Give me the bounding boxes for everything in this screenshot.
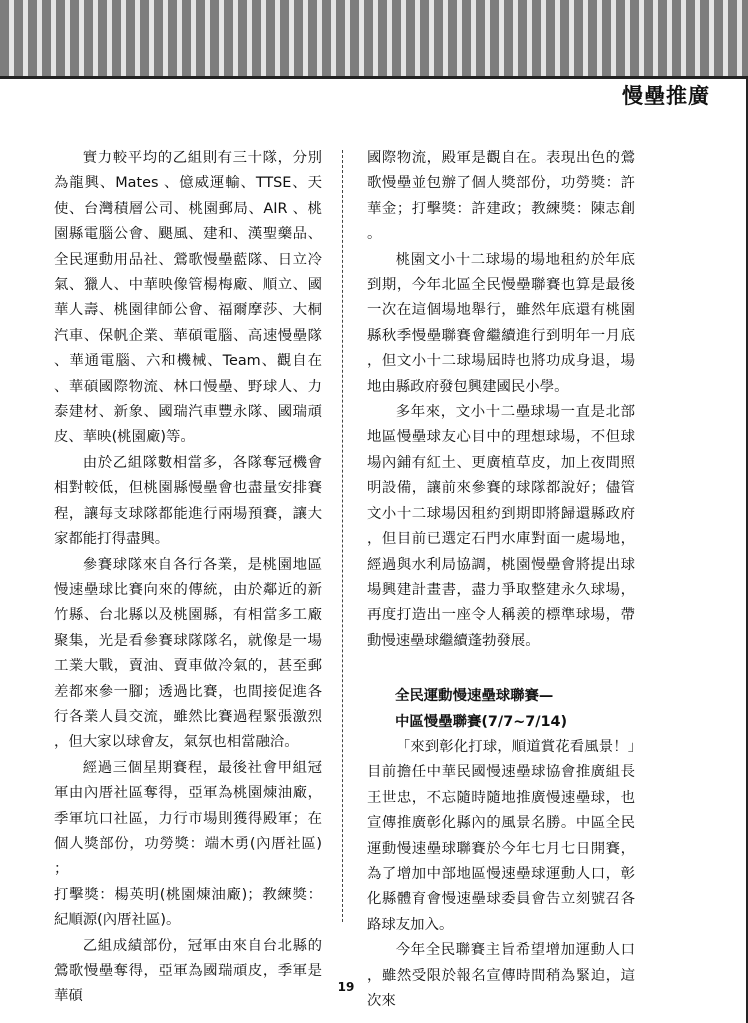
- right-column: [367, 146, 635, 1014]
- body-paragraph: 打擊獎：楊英明(桃園煉油廠)；教練獎：紀順源(內厝社區)。: [54, 886, 322, 929]
- body-paragraph: 參賽球隊來自各行各業，是桃園地區慢速壘球比賽向來的傳統，由於鄰近的新竹縣、台北縣以及桃園縣，有相當多工廠聚集，光是看參賽球隊隊名，就像是一場工業大戰，賣油、賣車做冷氣的，甚至郵差都來參一腳；透過比賽，也間接促進各行各業人員交流，雖然比賽過程緊張激烈，但大家以球會友，氣氛也相當融洽。: [54, 556, 322, 751]
- subheading: 中區慢壘聯賽(7/7~7/14): [395, 713, 568, 730]
- body-paragraph: 桃園文小十二球場的場地租約於年底到期，今年北區全民慢壘聯賽也算是最後一次在這個場地舉行，雖然年底還有桃園縣秋季慢壘聯賽會繼續進行到明年一月底，但文小十二球場屆時也將功成身退，場地由縣政府發包興建國民小學。: [367, 251, 635, 395]
- body-paragraph: 由於乙組隊數相當多，各隊奪冠機會相對較低，但桃園縣慢壘會也盡量安排賽程，讓每支球隊都能進行兩場預賽，讓大家都能打得盡興。: [54, 454, 322, 548]
- body-paragraph: 今年全民聯賽主旨希望增加運動人口，雖然受限於報名宣傳時間稍為緊迫，這次來: [367, 942, 635, 1009]
- left-column: [54, 146, 322, 1010]
- page-number: 19: [337, 980, 355, 994]
- subheading: 全民運動慢速壘球聯賽—: [395, 688, 554, 705]
- body-paragraph: 實力較平均的乙組則有三十隊，分別為龍興、Mates 、億威運輸、TTSE、天使、台灣積層公司、桃園郵局、AIR 、桃園縣電腦公會、颶風、建和、漢聖藥品、全民運動用品社、鶯歌慢壘藍隊、日立冷氣、獵人、中華映像管楊梅廠、順立、國華人壽、桃園律師公會、福爾摩莎、大桐汽車、保帆企業、華碩電腦、高速慢壘隊、華通電腦、六和機械、Team、觀自在、華碩國際物流、林口慢壘、野球人、力泰建材、新象、國瑞汽車豐永隊、國瑞頑皮、華映(桃園廠)等。: [54, 150, 322, 446]
- body-paragraph: 多年來，文小十二壘球場一直是北部地區慢壘球友心目中的理想球場，不但球場內鋪有紅土、更廣植草皮，加上夜間照明設備，讓前來參賽的球隊都說好；儘管文小十二球場因租約到期即將歸還縣政府，但目前已選定石門水庫對面一處場地，經過與水利局協調，桃園慢壘會將提出球場興建計畫書，盡力爭取整建永久球場，再度打造出一座令人稱羨的標準球場，帶動慢速壘球繼續蓬勃發展。: [367, 404, 635, 649]
- column-divider: [342, 150, 343, 922]
- body-paragraph: 經過三個星期賽程，最後社會甲組冠軍由內厝社區奪得，亞軍為桃園煉油廠，季軍坑口社區，力行市場則獲得殿軍；在個人獎部份，功勞獎：端木勇(內厝社區)；: [54, 759, 322, 878]
- header-divider: [0, 76, 748, 79]
- body-paragraph: 「來到彰化打球，順道賞花看風景！」目前擔任中華民國慢速壘球協會推廣組長王世忠，不忘隨時隨地推廣慢速壘球，也宣傳推廣彰化縣內的風景名勝。中區全民運動慢速壘球聯賽於今年七月七日開賽，為了增加中部地區慢速壘球運動人口，彰化縣體育會慢速壘球委員會告立刻號召各路球友加入。: [367, 738, 635, 933]
- body-paragraph: 國際物流，殿軍是觀自在。表現出色的鶯歌慢壘並包辦了個人獎部份，功勞獎：許華金；打擊獎：許建政；教練獎：陳志創。: [367, 150, 635, 243]
- section-spacer: [367, 654, 635, 684]
- body-paragraph: 乙組成績部份，冠軍由來自台北縣的鶯歌慢壘奪得，亞軍為國瑞頑皮，季軍是華碩: [54, 937, 322, 1005]
- header-stripe-banner: [0, 0, 748, 76]
- section-title: 慢壘推廣: [622, 84, 710, 108]
